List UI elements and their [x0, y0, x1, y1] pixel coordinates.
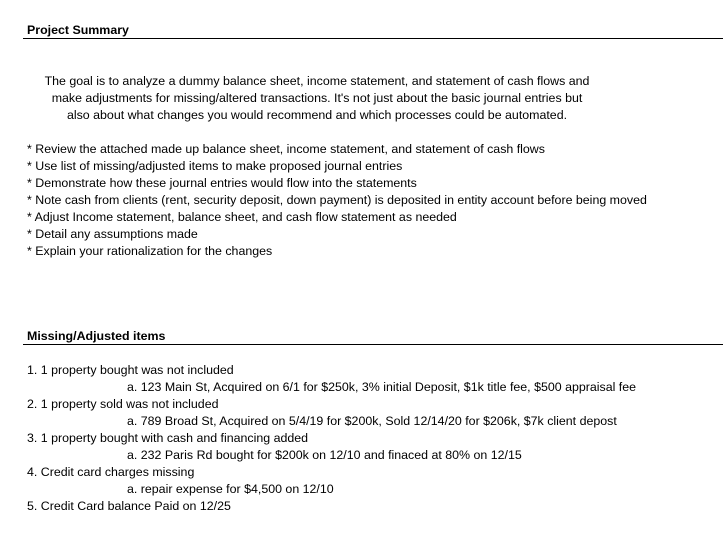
- list-subitem: a. 232 Paris Rd bought for $200k on 12/10 and finaced at 80% on 12/15: [127, 448, 522, 462]
- intro-line-2: make adjustments for missing/altered transactions. It's not just about the basic journal entries but: [51, 91, 583, 105]
- bullet-item: * Review the attached made up balance sheet, income statement, and statement of cash flows: [27, 142, 545, 156]
- bullet-item: * Use list of missing/adjusted items to make proposed journal entries: [27, 159, 403, 173]
- missing-items-header: Missing/Adjusted items: [27, 329, 166, 343]
- project-summary-header: Project Summary: [27, 23, 129, 37]
- project-summary-rule: [23, 38, 723, 39]
- list-subitem: a. repair expense for $4,500 on 12/10: [127, 482, 334, 496]
- list-subitem: a. 123 Main St, Acquired on 6/1 for $250k, 3% initial Deposit, $1k title fee, $500 appraisal fee: [127, 380, 637, 394]
- missing-items-rule: [23, 344, 723, 345]
- list-item: 2. 1 property sold was not included: [27, 397, 219, 411]
- intro-line-1: The goal is to analyze a dummy balance sheet, income statement, and statement of cash flows and: [44, 74, 590, 88]
- list-item: 4. Credit card charges missing: [27, 465, 195, 479]
- bullet-item: * Adjust Income statement, balance sheet, and cash flow statement as needed: [27, 210, 457, 224]
- bullet-item: * Demonstrate how these journal entries would flow into the statements: [27, 176, 417, 190]
- bullet-item: * Explain your rationalization for the changes: [27, 244, 273, 258]
- bullet-item: * Note cash from clients (rent, security deposit, down payment) is deposited in entity account before being moved: [27, 193, 647, 207]
- list-item: 5. Credit Card balance Paid on 12/25: [27, 499, 231, 513]
- bullet-item: * Detail any assumptions made: [27, 227, 198, 241]
- intro-line-3: also about what changes you would recommend and which processes could be automated.: [66, 108, 568, 122]
- list-item: 3. 1 property bought with cash and financing added: [27, 431, 309, 445]
- list-subitem: a. 789 Broad St, Acquired on 5/4/19 for $200k, Sold 12/14/20 for $206k, $7k client depost: [127, 414, 617, 428]
- list-item: 1. 1 property bought was not included: [27, 363, 234, 377]
